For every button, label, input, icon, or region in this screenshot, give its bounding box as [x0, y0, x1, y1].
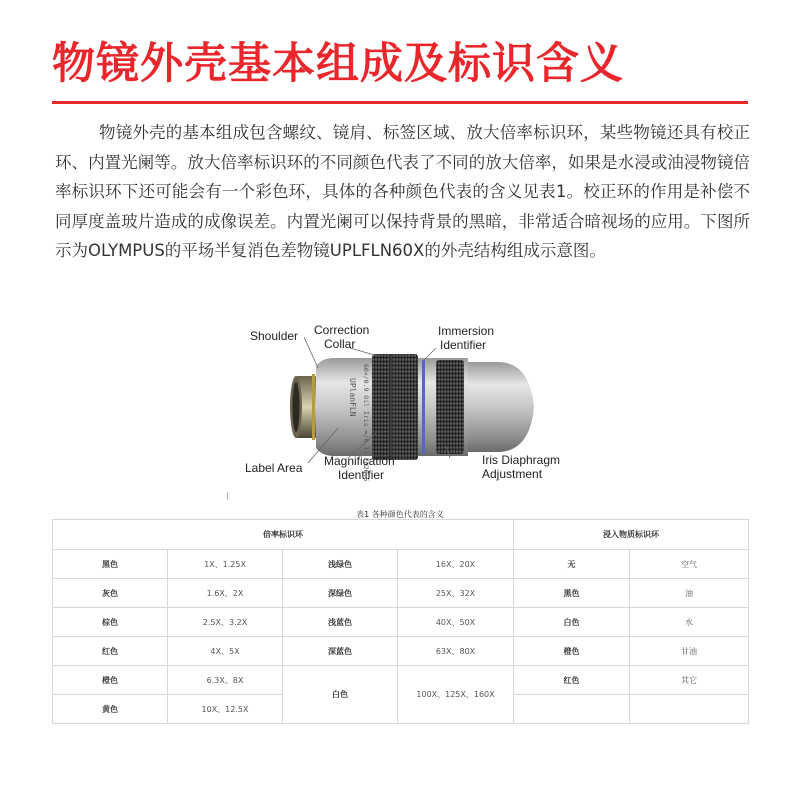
label-iris-2: Adjustment — [482, 467, 543, 481]
cell-empty — [630, 695, 749, 724]
cell-value: 40X、50X — [398, 608, 514, 637]
label-magnification-2: Identifier — [338, 468, 385, 482]
cell-color: 黄色 — [53, 695, 168, 724]
cell-color: 红色 — [53, 637, 168, 666]
table-caption: 表1 各种颜色代表的含义 — [356, 510, 444, 519]
cell-value: 其它 — [630, 666, 749, 695]
cell-value: 油 — [630, 579, 749, 608]
cell-value: 空气 — [630, 550, 749, 579]
cell-value: 6.3X、8X — [168, 666, 283, 695]
label-correction-collar-1: Correction — [314, 323, 370, 337]
intro-paragraph: 物镜外壳的基本组成包含螺纹、镜肩、标签区域、放大倍率标识环，某些物镜还具有校正环、内置光阑等。放大倍率标识环的不同颜色代表了不同的放大倍率，如果是水浸或油浸物镜倍率标识环下还可能会有一个彩色环，具体的各种颜色代表的含义见表1。校正环的作用是补偿不同厚度盖玻片造成的成像误差。内置光阑可以保持背景的黑暗，非常适合暗视场的应用。下图所示为OLYMPUS的平场半复消色差物镜UPLFLN60X的外壳结构组成示意图。 — [55, 123, 750, 260]
label-label-area: Label Area — [245, 461, 303, 475]
cell-value: 1.6X、2X — [168, 579, 283, 608]
cell-value: 2.5X、3.2X — [168, 608, 283, 637]
cell-color: 深蓝色 — [283, 637, 398, 666]
cell-color: 浅蓝色 — [283, 608, 398, 637]
cell-color: 浅绿色 — [283, 550, 398, 579]
table-row — [53, 579, 749, 608]
label-correction-collar-2: Collar — [324, 337, 356, 351]
immersion-ring — [422, 360, 425, 454]
label-immersion-2: Identifier — [440, 338, 487, 352]
table-header-row — [53, 520, 749, 550]
cell-color: 深绿色 — [283, 579, 398, 608]
cell-color: 白色 — [514, 608, 630, 637]
page-title: 物镜外壳基本组成及标识含义 — [52, 39, 624, 89]
cell-value: 100X、125X、160X — [398, 666, 514, 724]
cell-color: 无 — [514, 550, 630, 579]
cell-color: 白色 — [283, 666, 398, 724]
cell-empty — [514, 695, 630, 724]
label-shoulder: Shoulder — [250, 329, 299, 343]
cell-value: 4X、5X — [168, 637, 283, 666]
title-underline — [52, 101, 748, 104]
cell-value: 水 — [630, 608, 749, 637]
header-immersion: 浸入物质标识环 — [514, 520, 749, 550]
header-magnification: 倍率标识环 — [53, 520, 514, 550]
cell-color: 黑色 — [53, 550, 168, 579]
cell-color: 橙色 — [514, 637, 630, 666]
cell-color: 灰色 — [53, 579, 168, 608]
thread-section — [290, 374, 318, 440]
cell-color: 棕色 — [53, 608, 168, 637]
color-meaning-table — [52, 519, 749, 724]
engraving-model: UPlanFLN — [348, 378, 357, 417]
table-row — [53, 608, 749, 637]
engraving-spec: 60×/0.9 Oil Iris ∞/0.17 FN26.5 — [362, 364, 370, 482]
objective-diagram — [200, 318, 600, 488]
label-iris-1: Iris Diaphragm — [482, 453, 561, 467]
cell-value: 1X、1.25X — [168, 550, 283, 579]
label-magnification-1: Magnification — [324, 454, 395, 468]
table-row — [53, 637, 749, 666]
cell-color: 橙色 — [53, 666, 168, 695]
label-immersion-1: Immersion — [438, 324, 495, 338]
cell-value: 25X、32X — [398, 579, 514, 608]
cell-value: 10X、12.5X — [168, 695, 283, 724]
cell-color: 红色 — [514, 666, 630, 695]
correction-collar — [372, 354, 418, 460]
cell-value: 63X、80X — [398, 637, 514, 666]
magnification-ring — [390, 354, 393, 460]
stray-mark — [227, 492, 228, 500]
table-row — [53, 550, 749, 579]
iris-adjustment-ring — [436, 360, 464, 454]
cell-value: 16X、20X — [398, 550, 514, 579]
cell-value: 甘油 — [630, 637, 749, 666]
cell-color: 黑色 — [514, 579, 630, 608]
table-row — [53, 666, 749, 695]
